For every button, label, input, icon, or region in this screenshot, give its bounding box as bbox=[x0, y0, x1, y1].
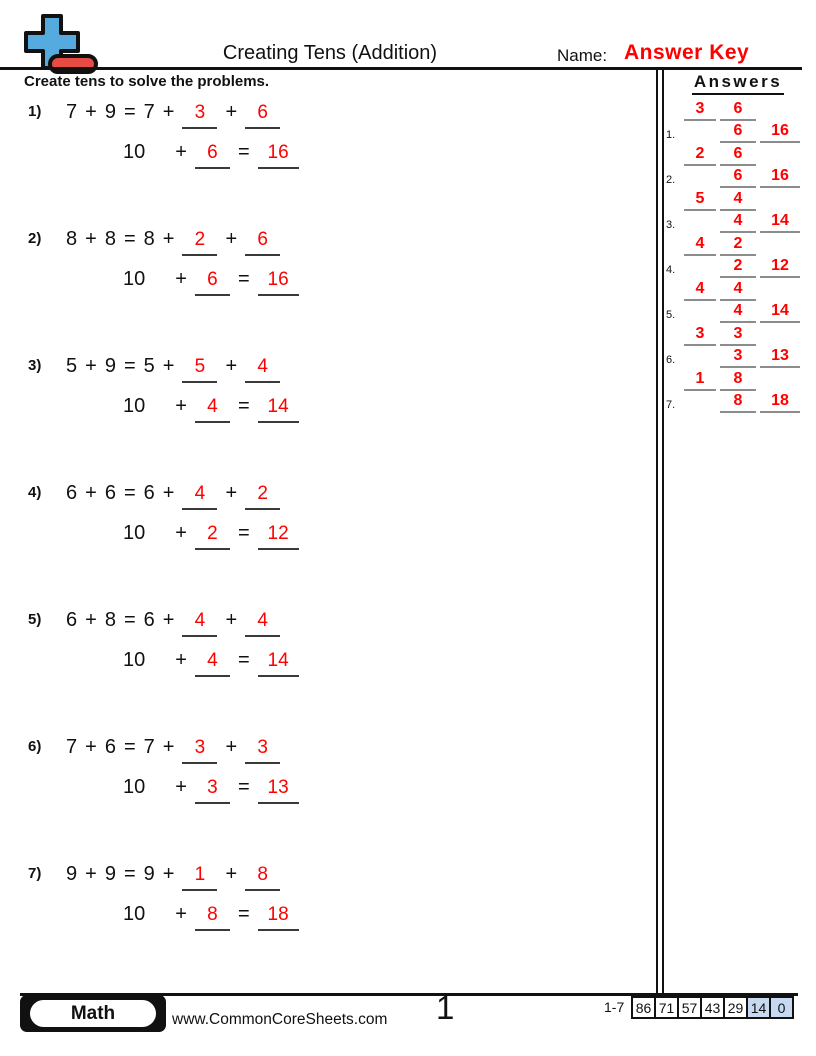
equals-icon: = bbox=[237, 268, 250, 290]
subject-badge-label: Math bbox=[30, 1000, 156, 1027]
answer-spacer bbox=[666, 323, 680, 346]
part2-answer-blank: 2 bbox=[245, 483, 280, 510]
base-number: 8 bbox=[143, 228, 155, 250]
ten-number: 10 bbox=[123, 268, 146, 290]
plus-icon: + bbox=[162, 101, 175, 123]
ten-number: 10 bbox=[123, 141, 146, 163]
answer-part1-cell: 2 bbox=[684, 143, 716, 166]
total-answer-blank: 18 bbox=[258, 904, 299, 931]
page-number: 1 bbox=[436, 989, 455, 1026]
addend-b: 6 bbox=[104, 482, 116, 504]
addend-b: 8 bbox=[104, 609, 116, 631]
answer-ones-cell: 6 bbox=[720, 166, 756, 189]
part2-answer-blank: 4 bbox=[245, 610, 280, 637]
total-answer-blank: 14 bbox=[258, 396, 299, 423]
problem bbox=[28, 355, 638, 482]
answer-part1-cell: 4 bbox=[684, 278, 716, 301]
answer-number: 6. bbox=[666, 354, 676, 366]
plus-icon: + bbox=[162, 609, 175, 631]
problem bbox=[28, 863, 638, 990]
answer-key-text: Answer Key bbox=[624, 41, 750, 64]
answer-total-cell: 14 bbox=[760, 301, 800, 324]
addend-a: 8 bbox=[66, 228, 78, 250]
plus-icon: + bbox=[175, 903, 187, 925]
answer-spacer bbox=[684, 211, 716, 234]
score-cell: 86 bbox=[631, 996, 656, 1019]
answer-spacer bbox=[760, 368, 800, 391]
problem-equation-line2 bbox=[28, 268, 638, 296]
part2-answer-blank: 4 bbox=[245, 356, 280, 383]
plus-icon: + bbox=[175, 522, 187, 544]
addend-a: 7 bbox=[66, 736, 78, 758]
equals-icon: = bbox=[123, 863, 136, 885]
answer-number: 5. bbox=[666, 309, 676, 321]
answer-total-cell: 13 bbox=[760, 346, 800, 369]
answer-ones-cell: 4 bbox=[720, 211, 756, 234]
total-answer-blank: 16 bbox=[258, 142, 299, 169]
plus-icon: + bbox=[175, 395, 187, 417]
score-table bbox=[633, 996, 794, 1019]
answer-part1-cell: 5 bbox=[684, 188, 716, 211]
instruction-text: Create tens to solve the problems. bbox=[24, 73, 270, 90]
answer-part1-cell: 3 bbox=[684, 98, 716, 121]
problem bbox=[28, 609, 638, 736]
plus-icon: + bbox=[175, 649, 187, 671]
answer-part1-cell: 4 bbox=[684, 233, 716, 256]
part1-answer-blank: 3 bbox=[182, 737, 217, 764]
addend-b: 6 bbox=[104, 736, 116, 758]
score-cell: 0 bbox=[769, 996, 794, 1019]
ten-number: 10 bbox=[123, 395, 146, 417]
plus-icon: + bbox=[225, 863, 238, 885]
total-answer-blank: 12 bbox=[258, 523, 299, 550]
answer-spacer bbox=[760, 278, 800, 301]
base-number: 5 bbox=[143, 355, 155, 377]
plus-icon: + bbox=[162, 482, 175, 504]
ten-number: 10 bbox=[123, 903, 146, 925]
answer-part1-cell: 3 bbox=[684, 323, 716, 346]
answer-spacer bbox=[684, 121, 716, 144]
total-answer-blank: 13 bbox=[258, 777, 299, 804]
score-cell: 57 bbox=[677, 996, 702, 1019]
answer-spacer bbox=[760, 233, 800, 256]
answer-number: 7. bbox=[666, 399, 676, 411]
ten-number: 10 bbox=[123, 522, 146, 544]
score-cell: 14 bbox=[746, 996, 771, 1019]
part1-answer-blank: 1 bbox=[182, 864, 217, 891]
answer-part2-cell: 8 bbox=[720, 368, 756, 391]
answer-total-cell: 16 bbox=[760, 166, 800, 189]
addend-a: 7 bbox=[66, 101, 78, 123]
ones-answer-blank: 2 bbox=[195, 523, 230, 550]
answer-ones-cell: 8 bbox=[720, 391, 756, 414]
addend-b: 9 bbox=[104, 863, 116, 885]
addend-a: 6 bbox=[66, 482, 78, 504]
page-title: Creating Tens (Addition) bbox=[222, 42, 438, 64]
base-number: 6 bbox=[143, 482, 155, 504]
problem-equation-line2 bbox=[28, 903, 638, 931]
addend-b: 8 bbox=[104, 228, 116, 250]
problem-equation-line1 bbox=[28, 101, 638, 129]
problem-number: 6) bbox=[28, 738, 42, 755]
answer-spacer bbox=[760, 323, 800, 346]
plus-icon: + bbox=[225, 482, 238, 504]
answers-panel bbox=[664, 72, 812, 413]
total-answer-blank: 16 bbox=[258, 269, 299, 296]
total-answer-blank: 14 bbox=[258, 650, 299, 677]
name-label: Name: bbox=[557, 46, 608, 65]
plus-icon: + bbox=[85, 863, 97, 885]
answers-divider-line bbox=[656, 70, 664, 996]
addend-b: 9 bbox=[104, 355, 116, 377]
part2-answer-blank: 8 bbox=[245, 864, 280, 891]
problem-equation-line2 bbox=[28, 776, 638, 804]
part2-answer-blank: 3 bbox=[245, 737, 280, 764]
plus-icon: + bbox=[85, 609, 97, 631]
problem-equation-line1 bbox=[28, 609, 638, 637]
problem bbox=[28, 101, 638, 228]
problem-equation-line2 bbox=[28, 141, 638, 169]
part1-answer-blank: 5 bbox=[182, 356, 217, 383]
header-divider-line bbox=[0, 67, 802, 70]
problem bbox=[28, 482, 638, 609]
answer-part2-cell: 6 bbox=[720, 98, 756, 121]
problem-equation-line2 bbox=[28, 522, 638, 550]
score-cell: 71 bbox=[654, 996, 679, 1019]
equals-icon: = bbox=[237, 649, 250, 671]
answer-spacer bbox=[666, 188, 680, 211]
answer-number: 2. bbox=[666, 174, 676, 186]
plus-icon: + bbox=[162, 736, 175, 758]
base-number: 9 bbox=[143, 863, 155, 885]
ten-number: 10 bbox=[123, 649, 146, 671]
answer-spacer bbox=[666, 278, 680, 301]
answer-spacer bbox=[684, 346, 716, 369]
problem-equation-line1 bbox=[28, 736, 638, 764]
answer-ones-cell: 3 bbox=[720, 346, 756, 369]
ones-answer-blank: 4 bbox=[195, 396, 230, 423]
ones-answer-blank: 3 bbox=[195, 777, 230, 804]
answer-number: 3. bbox=[666, 219, 676, 231]
problem-number: 1) bbox=[28, 103, 42, 120]
addend-a: 6 bbox=[66, 609, 78, 631]
equals-icon: = bbox=[123, 736, 136, 758]
answer-spacer bbox=[666, 368, 680, 391]
plus-icon: + bbox=[225, 101, 238, 123]
answer-ones-cell: 2 bbox=[720, 256, 756, 279]
answer-spacer bbox=[684, 256, 716, 279]
equals-icon: = bbox=[237, 776, 250, 798]
subject-badge bbox=[20, 995, 166, 1032]
answer-spacer bbox=[666, 143, 680, 166]
plus-icon: + bbox=[85, 482, 97, 504]
plus-icon: + bbox=[175, 141, 187, 163]
website-url: www.CommonCoreSheets.com bbox=[172, 1011, 388, 1028]
plus-icon: + bbox=[175, 776, 187, 798]
plus-icon: + bbox=[225, 609, 238, 631]
base-number: 7 bbox=[143, 736, 155, 758]
problem bbox=[28, 736, 638, 863]
plus-icon: + bbox=[225, 736, 238, 758]
plus-icon: + bbox=[225, 355, 238, 377]
equals-icon: = bbox=[123, 482, 136, 504]
problem-equation-line1 bbox=[28, 482, 638, 510]
plus-icon: + bbox=[85, 101, 97, 123]
plus-icon: + bbox=[162, 863, 175, 885]
equals-icon: = bbox=[123, 355, 136, 377]
answer-spacer bbox=[684, 166, 716, 189]
plus-icon: + bbox=[225, 228, 238, 250]
answer-number: 1. bbox=[666, 129, 676, 141]
plus-icon: + bbox=[162, 228, 175, 250]
part2-answer-blank: 6 bbox=[245, 102, 280, 129]
answer-total-cell: 12 bbox=[760, 256, 800, 279]
problem-equation-line1 bbox=[28, 355, 638, 383]
problem-number: 7) bbox=[28, 865, 42, 882]
score-cell: 43 bbox=[700, 996, 725, 1019]
plus-icon: + bbox=[85, 736, 97, 758]
answer-part2-cell: 2 bbox=[720, 233, 756, 256]
answer-ones-cell: 6 bbox=[720, 121, 756, 144]
score-cell: 29 bbox=[723, 996, 748, 1019]
equals-icon: = bbox=[123, 609, 136, 631]
score-range-label: 1-7 bbox=[604, 999, 625, 1015]
answer-part2-cell: 4 bbox=[720, 278, 756, 301]
answer-spacer bbox=[684, 391, 716, 414]
answer-part2-cell: 6 bbox=[720, 143, 756, 166]
plus-icon: + bbox=[85, 228, 97, 250]
part1-answer-blank: 4 bbox=[182, 483, 217, 510]
answer-part1-cell: 1 bbox=[684, 368, 716, 391]
equals-icon: = bbox=[237, 395, 250, 417]
plus-icon: + bbox=[85, 355, 97, 377]
part1-answer-blank: 4 bbox=[182, 610, 217, 637]
ones-answer-blank: 6 bbox=[195, 142, 230, 169]
answer-ones-cell: 4 bbox=[720, 301, 756, 324]
answer-part2-cell: 4 bbox=[720, 188, 756, 211]
answer-total-cell: 16 bbox=[760, 121, 800, 144]
answer-spacer bbox=[760, 143, 800, 166]
ones-answer-blank: 4 bbox=[195, 650, 230, 677]
plus-icon: + bbox=[162, 355, 175, 377]
answer-part2-cell: 3 bbox=[720, 323, 756, 346]
addend-a: 9 bbox=[66, 863, 78, 885]
answers-heading: Answers bbox=[692, 72, 784, 95]
equals-icon: = bbox=[123, 101, 136, 123]
plus-icon: + bbox=[175, 268, 187, 290]
part2-answer-blank: 6 bbox=[245, 229, 280, 256]
answer-spacer bbox=[760, 98, 800, 121]
problem-equation-line1 bbox=[28, 228, 638, 256]
problem-equation-line2 bbox=[28, 395, 638, 423]
equals-icon: = bbox=[123, 228, 136, 250]
answer-total-cell: 18 bbox=[760, 391, 800, 414]
problem-number: 2) bbox=[28, 230, 42, 247]
part1-answer-blank: 3 bbox=[182, 102, 217, 129]
answer-spacer bbox=[666, 233, 680, 256]
problem bbox=[28, 228, 638, 355]
answers-grid bbox=[666, 98, 812, 413]
answer-total-cell: 14 bbox=[760, 211, 800, 234]
problem-number: 5) bbox=[28, 611, 42, 628]
answer-number: 4. bbox=[666, 264, 676, 276]
ones-answer-blank: 8 bbox=[195, 904, 230, 931]
base-number: 7 bbox=[143, 101, 155, 123]
equals-icon: = bbox=[237, 903, 250, 925]
equals-icon: = bbox=[237, 522, 250, 544]
part1-answer-blank: 2 bbox=[182, 229, 217, 256]
answer-spacer bbox=[666, 98, 680, 121]
problem-equation-line1 bbox=[28, 863, 638, 891]
ones-answer-blank: 6 bbox=[195, 269, 230, 296]
problem-number: 4) bbox=[28, 484, 42, 501]
base-number: 6 bbox=[143, 609, 155, 631]
answer-spacer bbox=[760, 188, 800, 211]
ten-number: 10 bbox=[123, 776, 146, 798]
answer-spacer bbox=[684, 301, 716, 324]
equals-icon: = bbox=[237, 141, 250, 163]
problems-list bbox=[28, 101, 638, 990]
addend-a: 5 bbox=[66, 355, 78, 377]
problem-equation-line2 bbox=[28, 649, 638, 677]
addend-b: 9 bbox=[104, 101, 116, 123]
problem-number: 3) bbox=[28, 357, 42, 374]
